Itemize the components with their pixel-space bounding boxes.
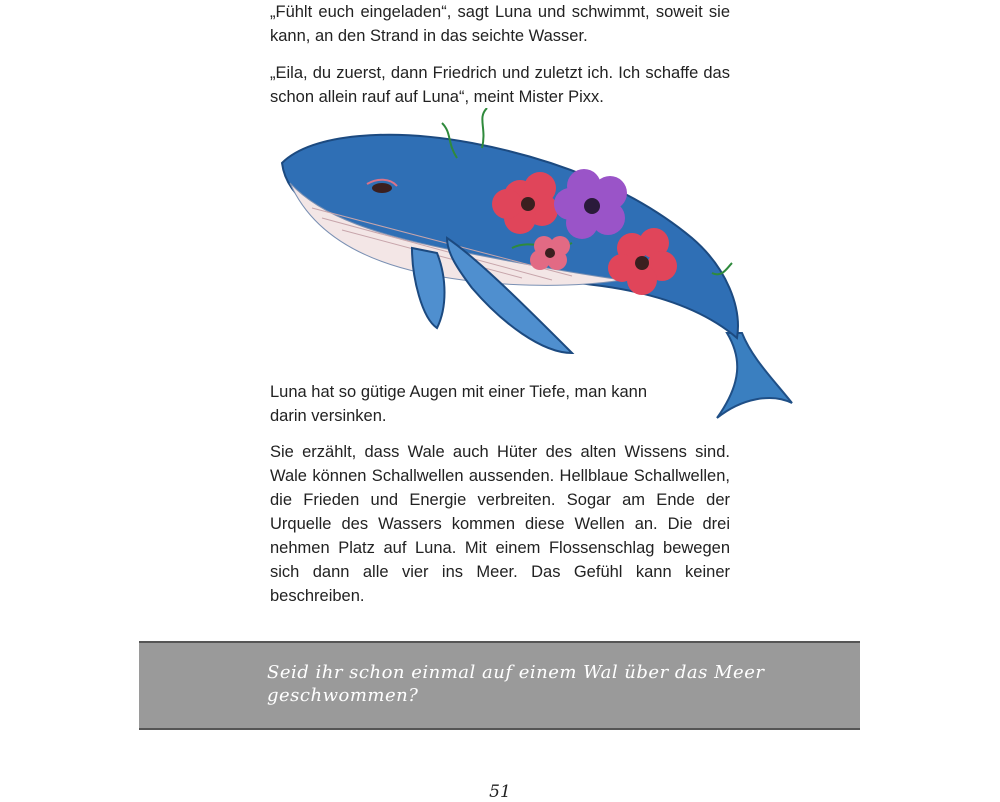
paragraph-boarding-order: „Eila, du zuerst, dann Friedrich und zuletzt ich. Ich schaffe das schon allein rauf auf Luna“, meint Mister Pixx. [270, 64, 730, 106]
paragraph-invitation: „Fühlt euch eingeladen“, sagt Luna und schwimmt, soweit sie kann, an den Strand in das seichte Wasser. [270, 3, 730, 45]
question-text: Seid ihr schon einmal auf einem Wal über das Meer geschwommen? [267, 662, 765, 706]
paragraph-whale-knowledge: Sie erzählt, dass Wale auch Hüter des alten Wissens sind. Wale können Schallwellen aussenden. Hellblaue Schallwellen, die Frieden und Energie verbreiten. Sogar am Ende der Urquelle des Wassers kommen diese Wellen an. Die drei nehmen Platz auf Luna. Mit einem Flossenschlag bewegen sich dann alle vier ins Meer. Das Gefühl kann keiner beschreiben. [270, 443, 730, 605]
whale-tail [717, 333, 792, 418]
flower-pink-small [530, 236, 570, 270]
question-box [139, 641, 860, 730]
page-number: 51 [489, 782, 511, 802]
whale-eye [372, 183, 392, 193]
paragraph-luna-eyes: Luna hat so gütige Augen mit einer Tiefe, man kann darin versinken. [270, 383, 648, 425]
whale-fin-back [412, 248, 445, 328]
